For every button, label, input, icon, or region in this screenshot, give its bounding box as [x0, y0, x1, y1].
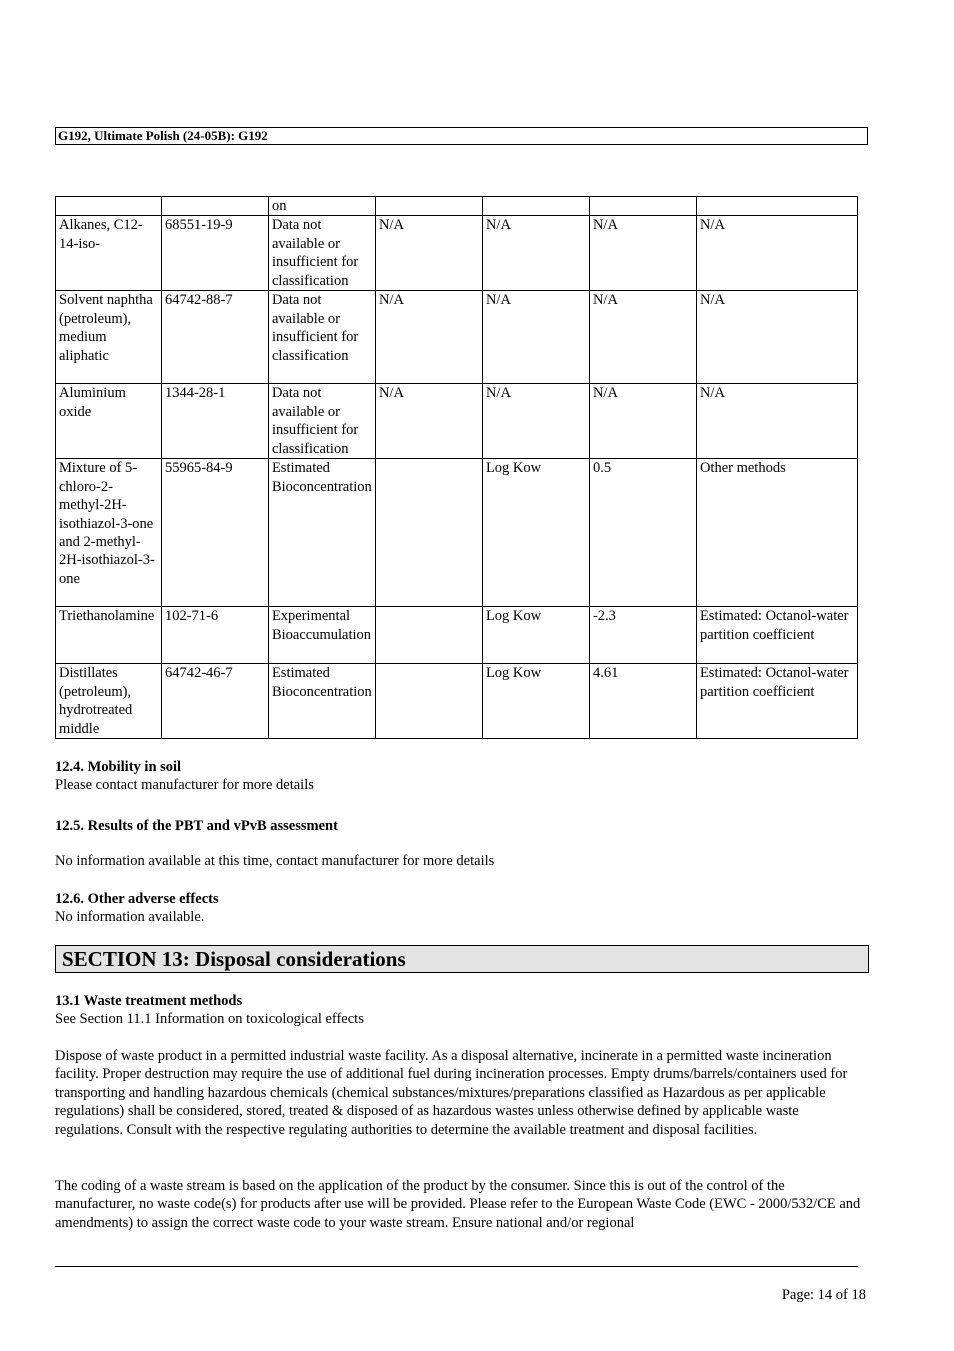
table-cell: Estimated Bioconcentration	[268, 664, 375, 739]
table-cell	[56, 197, 162, 216]
table-row	[56, 607, 858, 664]
section-text: Please contact manufacturer for more details	[55, 777, 314, 794]
table-cell: Alkanes, C12-14-iso-	[56, 216, 162, 291]
table-cell: Aluminium oxide	[56, 384, 162, 459]
table-cell	[375, 459, 482, 607]
section-13-1	[55, 992, 865, 1029]
table-cell: Other methods	[696, 459, 857, 607]
table-cell: 64742-88-7	[161, 291, 268, 384]
table-cell: N/A	[482, 384, 589, 459]
table-cell: 0.5	[589, 459, 696, 607]
section-title: 12.4. Mobility in soil	[55, 759, 182, 775]
section-title: 12.6. Other adverse effects	[55, 891, 219, 907]
table-cell: Distillates (petroleum), hydrotreated middle	[56, 664, 162, 739]
table-row	[56, 384, 858, 459]
table-cell	[696, 197, 857, 216]
table-cell: N/A	[589, 384, 696, 459]
table-cell: N/A	[375, 216, 482, 291]
table-cell: 102-71-6	[161, 607, 268, 664]
table-cell: Solvent naphtha (petroleum), medium aliphatic	[56, 291, 162, 384]
section-text: No information available at this time, contact manufacturer for more details	[55, 853, 495, 870]
table-cell	[589, 197, 696, 216]
table-cell: 68551-19-9	[161, 216, 268, 291]
table-cell: Triethanolamine	[56, 607, 162, 664]
table-cell: N/A	[589, 291, 696, 384]
table-row	[56, 459, 858, 607]
table-cell	[482, 197, 589, 216]
section-12-6	[55, 890, 865, 927]
table-cell	[375, 607, 482, 664]
section-text: No information available.	[55, 909, 205, 926]
table-row	[56, 664, 858, 739]
ecotoxicity-table	[55, 196, 858, 739]
table-cell: Log Kow	[482, 459, 589, 607]
footer-divider	[55, 1266, 858, 1267]
table-cell: Estimated: Octanol-water partition coefficient	[696, 664, 857, 739]
table-row	[56, 291, 858, 384]
table-cell: N/A	[482, 216, 589, 291]
table-cell: N/A	[375, 291, 482, 384]
table-cell: 64742-46-7	[161, 664, 268, 739]
table-cell: Data not available or insufficient for classification	[268, 291, 375, 384]
table-cell	[375, 664, 482, 739]
table-row	[56, 216, 858, 291]
table-cell: Experimental Bioaccumulation	[268, 607, 375, 664]
section-title: 13.1 Waste treatment methods	[55, 993, 243, 1009]
table-cell: 1344-28-1	[161, 384, 268, 459]
section-13-banner: SECTION 13: Disposal considerations	[55, 945, 869, 973]
table-cell: N/A	[589, 216, 696, 291]
table-cell	[161, 197, 268, 216]
table-cell: on	[268, 197, 375, 216]
table-cell: N/A	[696, 216, 857, 291]
table-row	[56, 197, 858, 216]
table-cell: Mixture of 5-chloro-2-methyl-2H-isothiazol-3-one and 2-methyl-2H-isothiazol-3-one	[56, 459, 162, 607]
table-cell	[375, 197, 482, 216]
page-number: Page: 14 of 18	[781, 1287, 866, 1303]
document-header: G192, Ultimate Polish (24-05B): G192	[55, 127, 868, 145]
disposal-paragraph: Dispose of waste product in a permitted industrial waste facility. As a disposal alternative, incinerate in a permitted waste incineration facility. Proper destruction may require the use of additional fuel during incineration processes. Empty drums/barrels/containers used for transporting and handling hazardous chemicals (chemical substances/mixtures/preparations classified as Hazardous as per applicable regulations) shall be considered, stored, treated & disposed of as hazardous wastes unless otherwise defined by applicable waste regulations. Consult with the respective regulating authorities to determine the available treatment and disposal facilities.	[55, 1048, 848, 1138]
section-text: See Section 11.1 Information on toxicological effects	[55, 1011, 364, 1028]
table-cell: Data not available or insufficient for classification	[268, 384, 375, 459]
table-cell: N/A	[696, 291, 857, 384]
table-cell: N/A	[482, 291, 589, 384]
section-title: 12.5. Results of the PBT and vPvB assessment	[55, 818, 338, 834]
table-cell: Log Kow	[482, 607, 589, 664]
table-cell: Estimated Bioconcentration	[268, 459, 375, 607]
table-cell: 55965-84-9	[161, 459, 268, 607]
table-cell: N/A	[375, 384, 482, 459]
table-cell: -2.3	[589, 607, 696, 664]
table-cell: Estimated: Octanol-water partition coefficient	[696, 607, 857, 664]
table-cell: N/A	[696, 384, 857, 459]
section-12-4	[55, 758, 865, 795]
table-cell: 4.61	[589, 664, 696, 739]
waste-code-paragraph: The coding of a waste stream is based on the application of the product by the consumer. Since this is out of the control of the manufacturer, no waste code(s) for products after use will be provided. Please refer to the European Waste Code (EWC - 2000/532/CE and amendments) to assign the correct waste code to your waste stream. Ensure national and/or regional	[55, 1178, 861, 1231]
section-12-5	[55, 817, 865, 871]
table-cell: Log Kow	[482, 664, 589, 739]
table-cell: Data not available or insufficient for classification	[268, 216, 375, 291]
